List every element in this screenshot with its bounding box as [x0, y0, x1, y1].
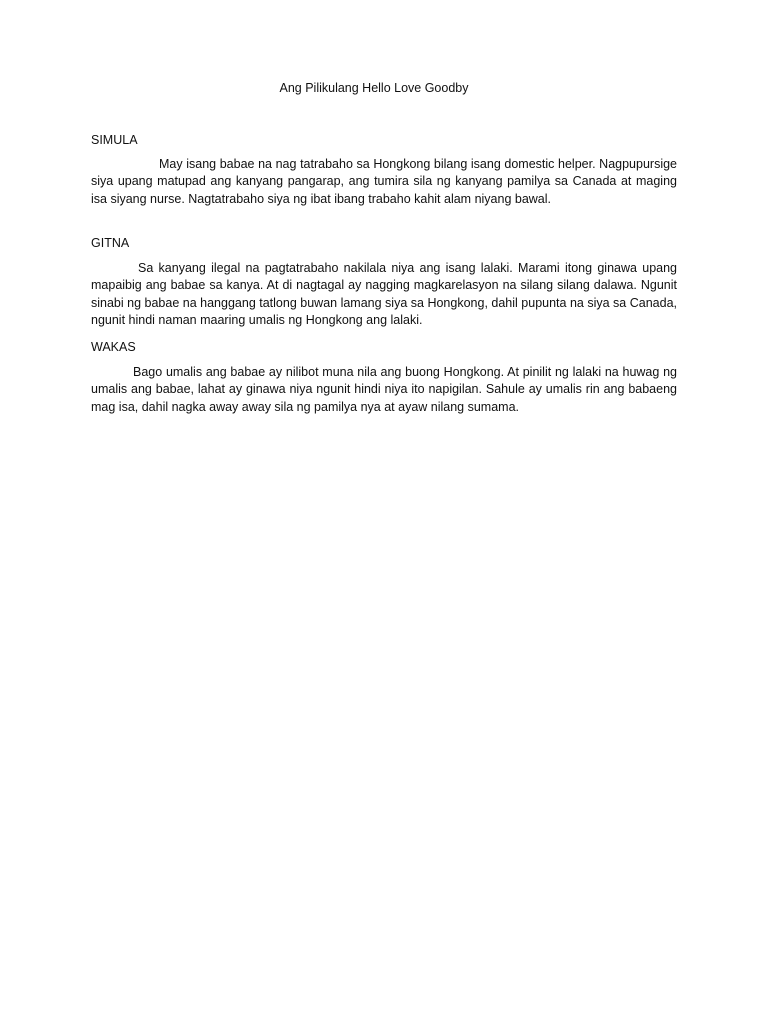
section-body-wakas: Bago umalis ang babae ay nilibot muna nila ang buong Hongkong. At pinilit ng lalaki na huwag ng umalis ang babae, lahat ay ginawa niya ngunit hindi niya ito napigilan. Sahule ay umalis rin ang babaeng mag isa, dahil nagka away away sila ng pamilya nya at ayaw nilang sumama. [91, 365, 677, 414]
section-body-simula: May isang babae na nag tatrabaho sa Hongkong bilang isang domestic helper. Nagpupursige siya upang matupad ang kanyang pangarap, ang tumira sila ng kanyang pamilya sa Canada at maging isa siyang nurse. Nagtatrabaho siya ng ibat ibang trabaho kahit alam niyang bawal. [91, 157, 677, 206]
document-title: Ang Pilikulang Hello Love Goodby [279, 81, 469, 95]
section-heading-gitna: GITNA [91, 236, 130, 250]
section-body-gitna: Sa kanyang ilegal na pagtatrabaho nakilala niya ang isang lalaki. Marami itong ginawa upang mapaibig ang babae sa kanya. At di nagtagal ay nagging magkarelasyon na silang silang dalawa. Ngunit sinabi ng babae na hanggang tatlong buwan lamang siya sa Hongkong, dahil pupunta na siya sa Canada, ngunit hindi naman maaring umalis ng Hongkong ang lalaki. [91, 261, 677, 328]
section-heading-simula: SIMULA [91, 133, 138, 147]
section-heading-wakas: WAKAS [91, 340, 136, 354]
